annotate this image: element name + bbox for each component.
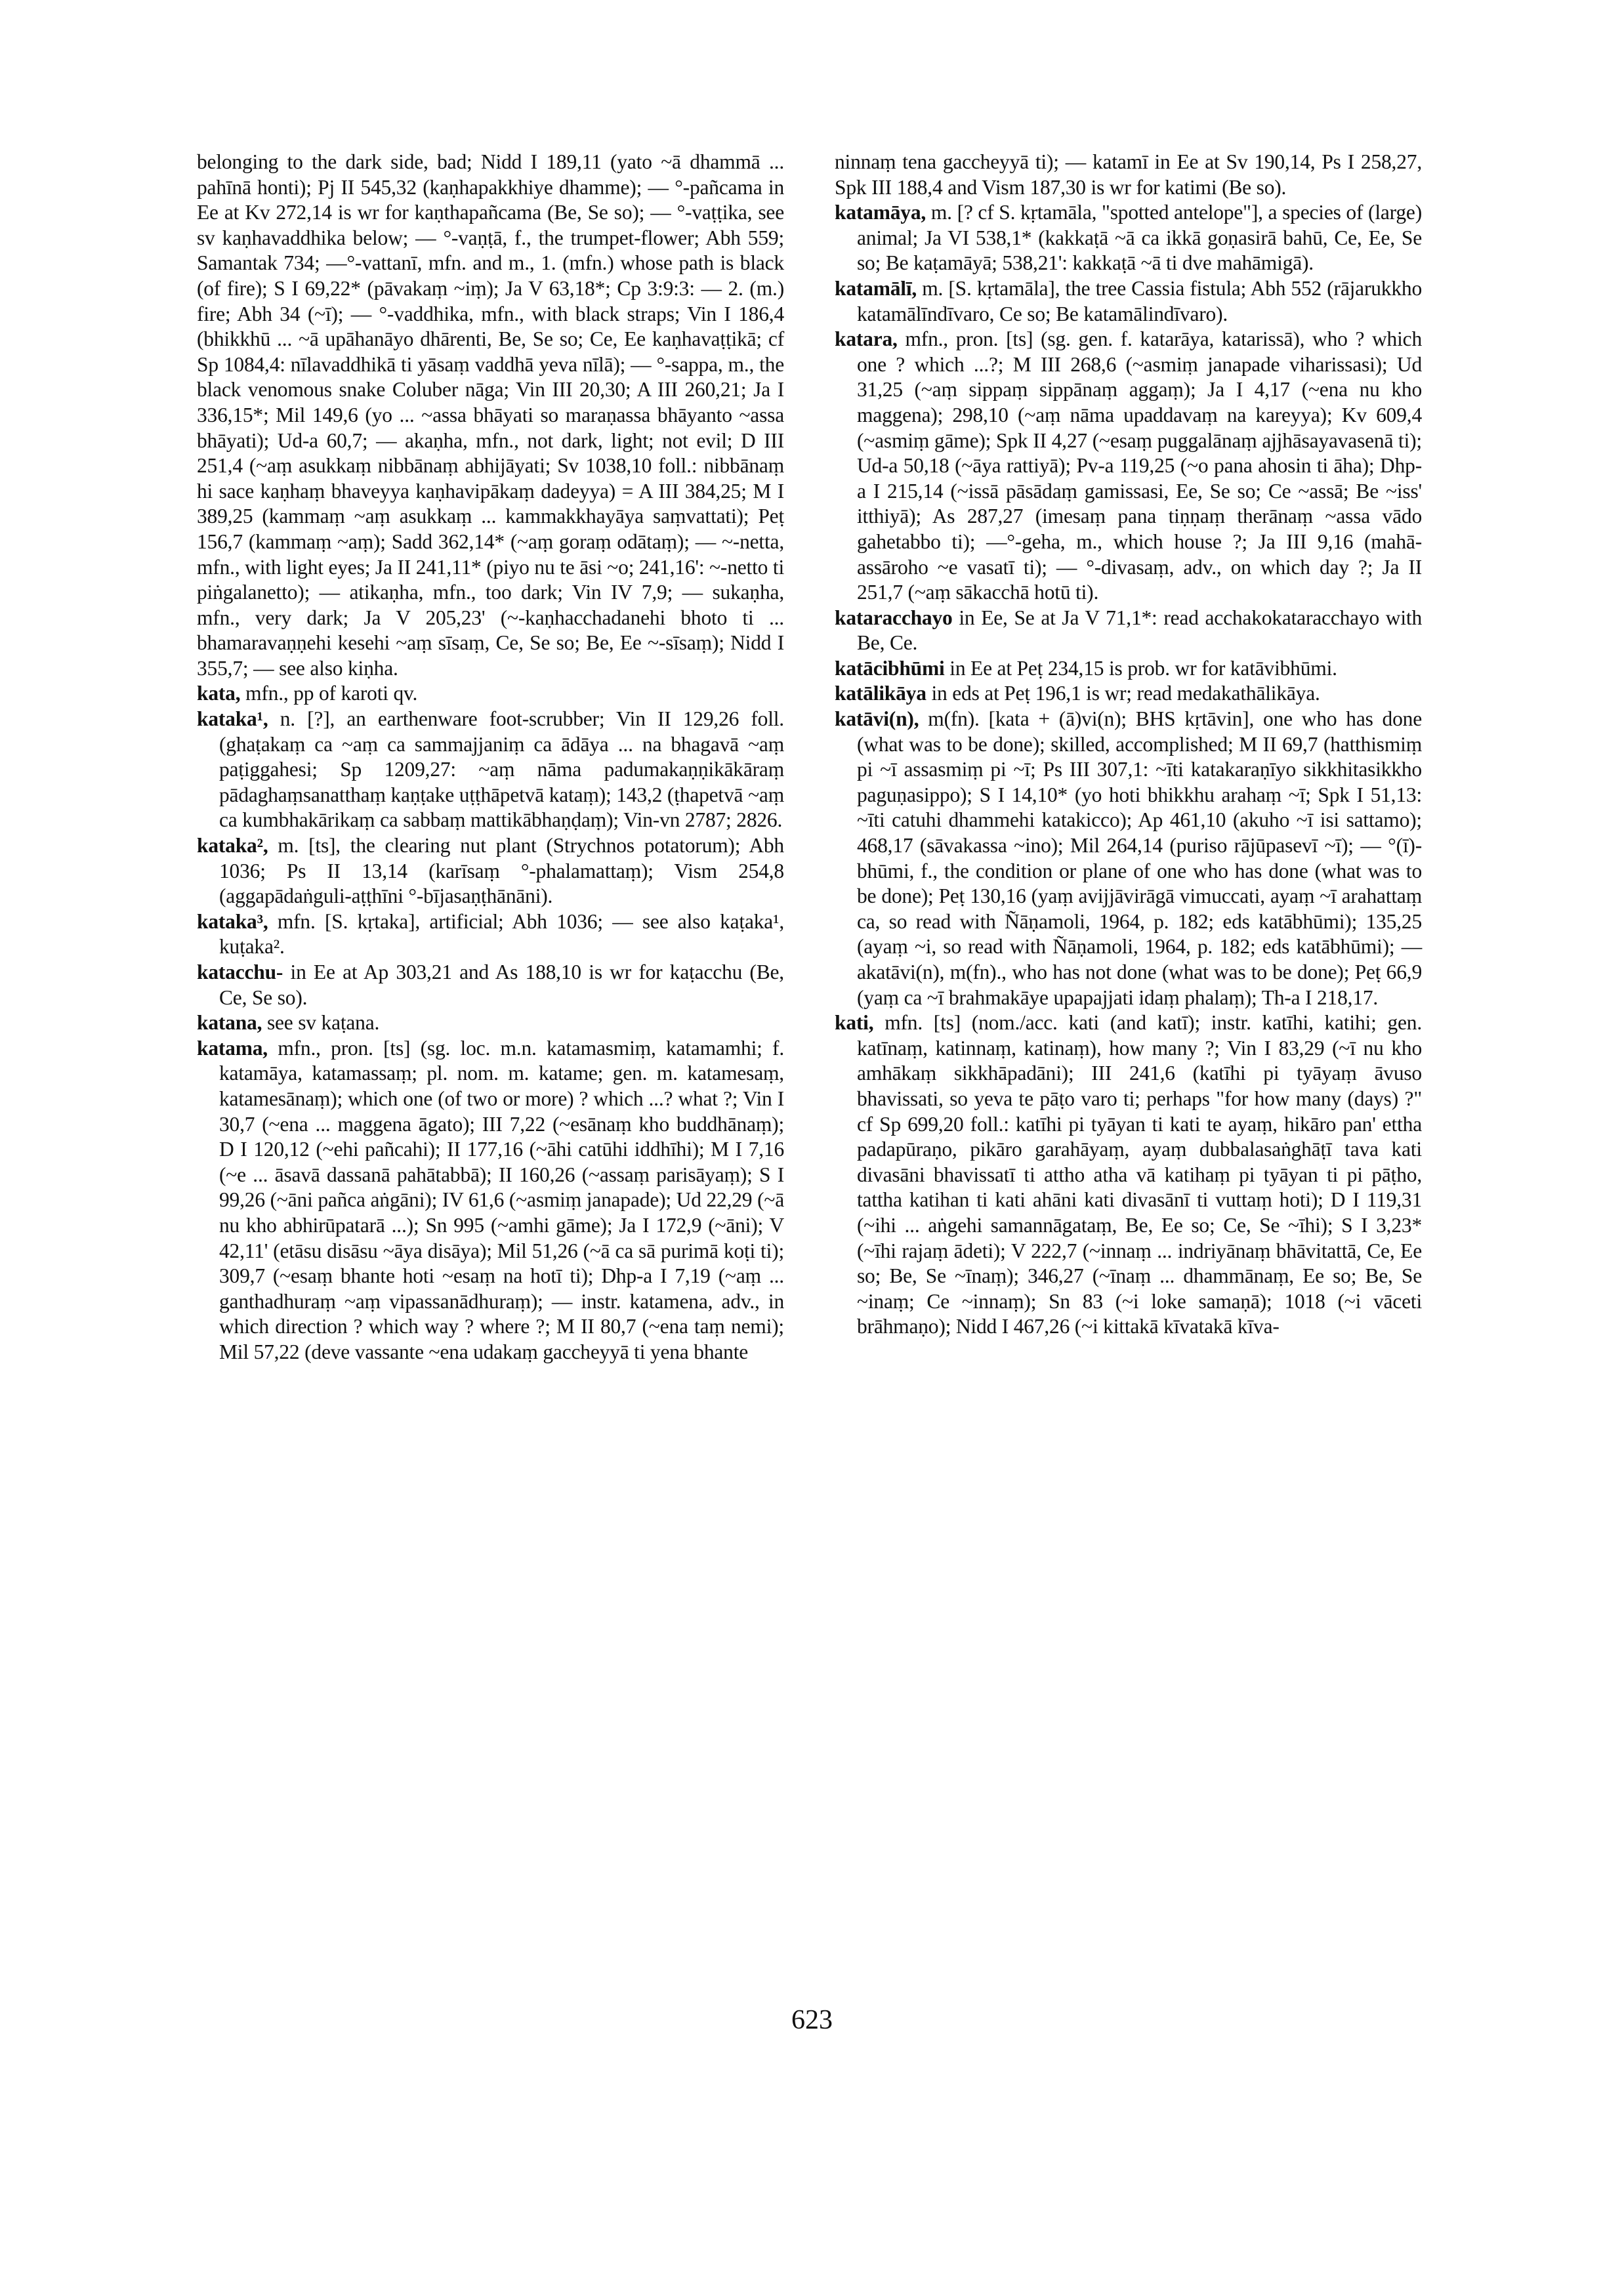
dictionary-entry	[835, 681, 1422, 707]
right-column	[835, 150, 1422, 1340]
dictionary-entry	[197, 681, 784, 707]
entry-text: ninnaṃ tena gaccheyyā ti); — katamī in Ee at Sv 190,14, Ps I 258,27, Spk III 188,4 and Vism 187,30 is wr for katimi (Be so).	[835, 150, 1422, 199]
entry-headword: kataka³,	[197, 909, 268, 933]
entry-headword: kataka¹,	[197, 707, 268, 731]
page-number: 623	[791, 2005, 833, 2035]
entry-text: in Ee at Peṭ 234,15 is prob. wr for katāvibhūmi.	[944, 656, 1337, 680]
entry-text: m. [ts], the clearing nut plant (Strychnos potatorum); Abh 1036; Ps II 13,14 (karīsaṃ °-phalamattaṃ); Vism 254,8 (aggapādaṅguli-aṭṭhīni °-bījasaṇṭhānāni).	[219, 834, 784, 908]
dictionary-entry	[835, 150, 1422, 200]
entry-headword: katara,	[835, 327, 898, 351]
dictionary-entry	[197, 707, 784, 833]
entry-text: n. [?], an earthenware foot-scrubber; Vin II 129,26 foll. (ghaṭakaṃ ca ~aṃ ca sammajjaniṃ ca ādāya ... na bhagavā ~aṃ paṭiggahesi; Sp 1209,27: ~aṃ nāma padumakaṇṇikākāraṃ pādaghaṃsanatthaṃ kaṇṭake uṭṭhāpetvā kataṃ); 143,2 (ṭhapetvā ~aṃ ca kumbhakārikaṃ ca sabbaṃ mattikābhaṇḍaṃ); Vin-vn 2787; 2826.	[219, 707, 784, 832]
entry-text: in Ee, Se at Ja V 71,1*: read acchakokataracchayo with Be, Ce.	[857, 606, 1422, 655]
entry-headword: kataracchayo	[835, 606, 953, 629]
left-column	[197, 150, 784, 1365]
entry-text: belonging to the dark side, bad; Nidd I 189,11 (yato ~ā dhammā ... pahīnā honti); Pj II 545,32 (kaṇhapakkhiye dhamme); — °-pañcama in Ee at Kv 272,14 is wr for kaṇthapañcama (Be, Se so); — °-vaṭṭika, see sv kaṇhavaddhika below; — °-vaṇṭā, f., the trumpet-flower; Abh 559; Samantak 734; —°-vattanī, mfn. and m., 1. (mfn.) whose path is black (of fire); S I 69,22* (pāvakaṃ ~iṃ); Ja V 63,18*; Cp 3:9:3: — 2. (m.) fire; Abh 34 (~ī); — °-vaddhika, mfn., with black straps; Vin I 186,4 (bhikkhū ... ~ā upāhanāyo dhārenti, Be, Se so; Ce, Ee kaṇhavaṭṭikā; cf Sp 1084,4: nīlavaddhikā ti yāsaṃ vaddhā yeva nīlā); — °-sappa, m., the black venomous snake Coluber nāga; Vin III 20,30; A III 260,21; Ja I 336,15*; Mil 149,6 (yo ... ~assa bhāyati so maraṇassa bhāyanto ~assa bhāyati); Ud-a 60,7; — akaṇha, mfn., not dark, light; not evil; D III 251,4 (~aṃ asukkaṃ nibbānaṃ abhijāyati; Sv 1038,10 foll.: nibbānaṃ hi sace kaṇhaṃ bhaveyya kaṇhavipākaṃ dadeyya) = A III 384,25; M I 389,25 (kammaṃ ~aṃ asukkaṃ ... kammakkhayāya saṃvattati); Peṭ 156,7 (kammaṃ ~aṃ); Sadd 362,14* (~aṃ goraṃ odātaṃ); — ~-netta, mfn., with light eyes; Ja II 241,11* (piyo nu te āsi ~o; 241,16': ~-netto ti piṅgalanetto); — atikaṇha, mfn., too dark; Vin IV 7,9; — sukaṇha, mfn., very dark; Ja V 205,23' (~-kaṇhacchadanehi bhoto ti ... bhamaravaṇṇehi kesehi ~aṃ sīsaṃ, Ce, Se so; Be, Ee ~-sīsaṃ); Nidd I 355,7; — see also kiṇha.	[197, 150, 784, 680]
entry-text: in Ee at Ap 303,21 and As 188,10 is wr for kaṭacchu (Be, Ce, Se so).	[219, 961, 784, 1009]
entry-text: mfn. [S. kṛtaka], artificial; Abh 1036; — see also kaṭaka¹, kuṭaka².	[219, 909, 784, 959]
entry-headword: katāvi(n),	[835, 707, 919, 731]
dictionary-entry	[197, 833, 784, 909]
entry-text: mfn., pron. [ts] (sg. gen. f. katarāya, katarissā), who ? which one ? which ...?; M III 268,6 (~asmiṃ janapade viharissasi); Ud 31,25 (~aṃ sippaṃ sippānaṃ aggaṃ); Ja I 4,17 (~ena nu kho maggena); 298,10 (~aṃ nāma upaddavaṃ na kareyya); Kv 609,4 (~asmiṃ gāme); Spk II 4,27 (~esaṃ puggalānaṃ ajjhāsayavasenā ti); Ud-a 50,18 (~āya rattiyā); Pv-a 119,25 (~o pana ahosin ti āha); Dhp-a I 215,14 (~issā pāsādaṃ gamissasi, Ee, Se so; Ce ~assā; Be ~iss' itthiyā); As 287,27 (imesaṃ pana tiṇṇaṃ therānaṃ ~assa vādo gahetabbo ti); —°-geha, m., which house ?; Ja III 9,16 (mahā-assāroho ~e vasatī ti); — °-divasaṃ, adv., on which day ?; Ja II 251,7 (~aṃ sākacchā hotū ti).	[857, 327, 1422, 604]
dictionary-entry	[835, 707, 1422, 1010]
entry-headword: katamālī,	[835, 276, 917, 300]
entry-text: mfn. [ts] (nom./acc. kati (and katī); instr. katīhi, katihi; gen. katīnaṃ, katinnaṃ, katinaṃ), how many ?; Vin I 83,29 (~ī nu kho amhākaṃ sikkhāpadāni); III 241,6 (katīhi pi tyāyaṃ āvuso bhavissati, so yeva te pāṭo varo ti; perhaps "for how many (days) ?" cf Sp 699,20 foll.: katīhi pi tyāyan ti kati te ayaṃ, hikāro pan' ettha padapūraṇo, pikāro garahāyaṃ, ayaṃ dubbalasaṅghāṭī tava kati divasāni bhavissatī ti attho atha vā katihaṃ pi tyāyan ti pi pāṭho, tattha katihan ti kati ahāni kati divasānī ti vuttaṃ hoti); D I 119,31 (~ihi ... aṅgehi samannāgataṃ, Be, Ee so; Ce, Se ~īhi); S I 3,23* (~īhi rajaṃ ādeti); V 222,7 (~innaṃ ... indriyānaṃ bhāvitattā, Ce, Ee so; Be, Se ~īnaṃ); 346,27 (~īnaṃ ... dhammānaṃ, Ee so; Be, Se ~inaṃ; Ce ~innaṃ); Sn 83 (~i loke samaṇā); 1018 (~i vāceti brāhmaṇo); Nidd I 467,26 (~i kittakā kīvatakā kīva-	[857, 1011, 1422, 1338]
entry-headword: katācibhūmi	[835, 656, 945, 680]
entry-headword: katana,	[197, 1011, 262, 1035]
entry-text: mfn., pp of karoti qv.	[240, 682, 418, 705]
entry-headword: katālikāya	[835, 682, 927, 705]
dictionary-entry	[197, 1010, 784, 1036]
entry-text: in eds at Peṭ 196,1 is wr; read medakathālikāya.	[926, 682, 1320, 705]
dictionary-entry	[197, 960, 784, 1010]
dictionary-entry	[835, 200, 1422, 276]
entry-headword: katama,	[197, 1036, 268, 1060]
dictionary-entry	[197, 150, 784, 681]
entry-text: m(fn). [kata + (ā)vi(n); BHS kṛtāvin], one who has done (what was to be done); skilled, accomplished; M II 69,7 (hatthismiṃ pi ~ī assasmiṃ pi ~ī; Ps III 307,1: ~īti katakaraṇīyo sikkhitasikkho paguṇasippo); S I 14,10* (yo hoti bhikkhu arahaṃ ~ī; Spk I 51,13: ~īti catuhi dhammehi katakicco); Ap 461,10 (akuho ~ī isi sattamo); 468,17 (sāvakassa ~ino); Mil 264,14 (puriso rājūpasevī ~ī); — °(ī)-bhūmi, f., the condition or plane of one who has done (what was to be done); Peṭ 130,16 (yaṃ avijjāvirāgā vimuccati, ayaṃ ~ī arahattaṃ ca, so read with Ñāṇamoli, 1964, p. 182; eds katābhūmi); 135,25 (ayaṃ ~i, so read with Ñāṇamoli, 1964, p. 182; eds katābhūmi); — akatāvi(n), m(fn)., who has not done (what was to be done); Peṭ 66,9 (yaṃ ca ~ī brahmakāye upapajjati idaṃ phalaṃ); Th-a I 218,17.	[857, 707, 1422, 1009]
entry-headword: kata,	[197, 682, 241, 705]
dictionary-entry	[197, 1036, 784, 1365]
entry-headword: kati,	[835, 1011, 874, 1035]
entry-text: mfn., pron. [ts] (sg. loc. m.n. katamasmiṃ, katamamhi; f. katamāya, katamassaṃ; pl. nom. m. katame; gen. m. katamesaṃ, katamesānaṃ); which one (of two or more) ? which ...? what ?; Vin I 30,7 (~ena ... maggena āgato); III 7,22 (~esānaṃ kho buddhānaṃ); D I 120,12 (~ehi pañcahi); II 177,16 (~āhi catūhi iddhīhi); M I 7,16 (~e ... āsavā dassanā pahātabbā); II 160,26 (~assaṃ parisāyaṃ); S I 99,26 (~āni pañca aṅgāni); IV 61,6 (~asmiṃ janapade); Ud 22,29 (~ā nu kho abhirūpatarā ...); Sn 995 (~amhi gāme); Ja I 172,9 (~āni); V 42,11' (etāsu disāsu ~āya disāya); Mil 51,26 (~ā ca sā purimā koṭi ti); 309,7 (~esaṃ bhante hoti ~esaṃ na hotī ti); Dhp-a I 7,19 (~aṃ ... ganthadhuraṃ ~aṃ vipassanādhuraṃ); — instr. katamena, adv., in which direction ? which way ? where ?; M II 80,7 (~ena taṃ nemi); Mil 57,22 (deve vassante ~ena udakaṃ gaccheyyā ti yena bhante	[219, 1036, 784, 1363]
entry-text: m. [? cf S. kṛtamāla, "spotted antelope"], a species of (large) animal; Ja VI 538,1* (kakkaṭā ~ā ca ikkā goṇasirā bahū, Ce, Ee, Se so; Be kaṭamāyā; 538,21': kakkaṭā ~ā ti dve mahāmigā).	[857, 201, 1422, 275]
entry-headword: kataka²,	[197, 834, 268, 858]
entry-text: see sv kaṭana.	[262, 1011, 380, 1035]
dictionary-entry	[197, 909, 784, 960]
dictionary-entry	[835, 606, 1422, 656]
entry-headword: katacchu-	[197, 961, 283, 983]
dictionary-entry	[835, 327, 1422, 606]
entry-text: m. [S. kṛtamāla], the tree Cassia fistula; Abh 552 (rājarukkho katamālīndīvaro, Ce so; Be katamālindīvaro).	[857, 276, 1422, 325]
entry-headword: katamāya,	[835, 201, 927, 224]
dictionary-entry	[835, 656, 1422, 682]
dictionary-entry	[835, 276, 1422, 327]
dictionary-entry	[835, 1010, 1422, 1340]
